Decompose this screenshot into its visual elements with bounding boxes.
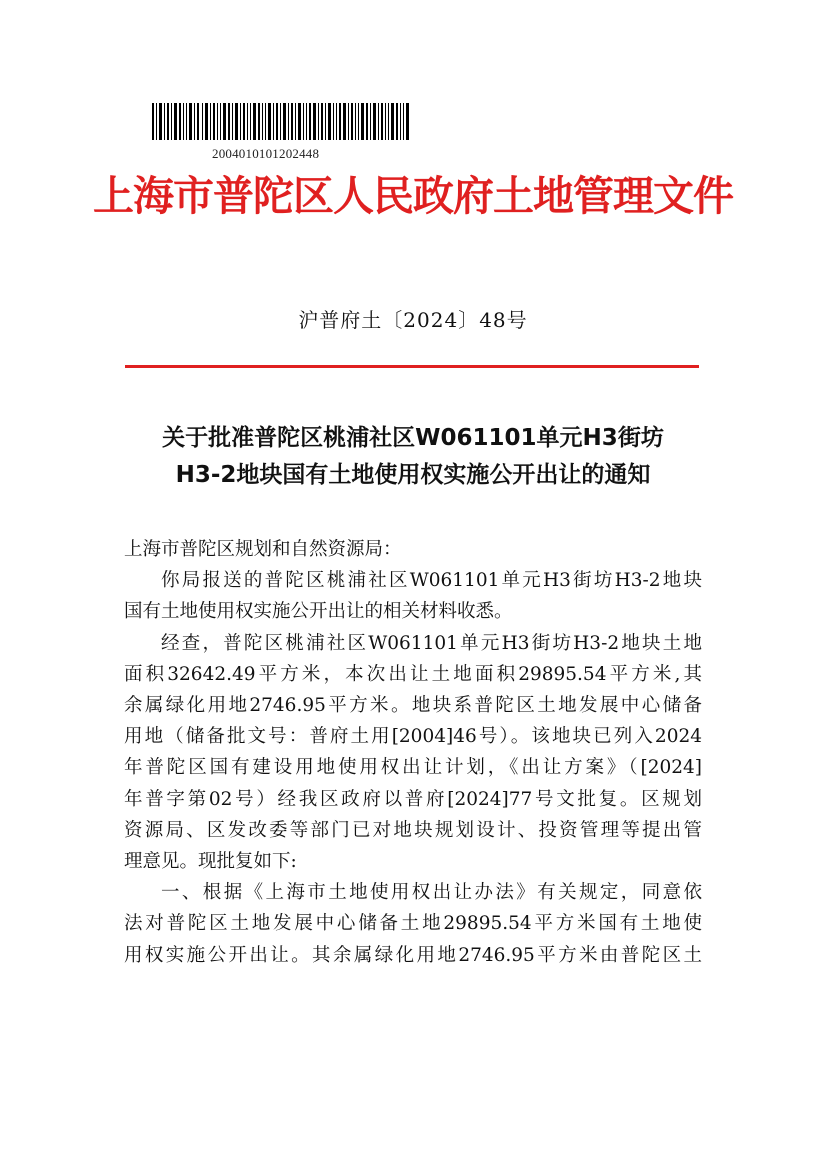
paragraph-line: 你局报送的普陀区桃浦社区W061101单元H3街坊H3-2地块: [161, 570, 702, 592]
paragraph-line: 余属绿化用地2746.95平方米。地块系普陀区土地发展中心储备: [124, 695, 702, 717]
paragraph-line: 经查，普陀区桃浦社区W061101单元H3街坊H3-2地块土地: [161, 632, 702, 654]
paragraph-line: 年普陀区国有建设用地使用权出让计划，《出让方案》（[2024]: [124, 757, 702, 779]
paragraph-1: [124, 565, 702, 627]
document-subject: [100, 420, 726, 494]
paragraph-2: [124, 628, 702, 878]
paragraph-line: 用地（储备批文号：普府土用[2004]46号）。该地块已列入2024: [124, 726, 702, 748]
barcode-number: 2004010101202448: [212, 146, 320, 161]
paragraph-line: 资源局、区发改委等部门已对地块规划设计、投资管理等提出管: [124, 819, 702, 841]
recipient: 上海市普陀区规划和自然资源局：: [124, 539, 402, 560]
paragraph-line: 国有土地使用权实施公开出让的相关材料收悉。: [124, 601, 513, 623]
document-body: [124, 534, 702, 971]
paragraph-line: 年普字第02号）经我区政府以普府[2024]77号文批复。区规划: [124, 788, 702, 810]
paragraph-line: 法对普陀区土地发展中心储备土地29895.54平方米国有土地使: [124, 913, 702, 935]
paragraph-line: 一、根据《上海市土地使用权出让办法》有关规定，同意依: [161, 882, 702, 904]
document-header-title: 上海市普陀区人民政府土地管理文件: [93, 172, 733, 220]
paragraph-3: [124, 877, 702, 971]
paragraph-line: 理意见。现批复如下:: [124, 851, 297, 873]
subject-line-1: 关于批准普陀区桃浦社区W061101单元H3街坊: [162, 425, 664, 451]
red-divider: [125, 365, 699, 368]
subject-line-2: H3-2地块国有土地使用权实施公开出让的通知: [175, 462, 651, 488]
barcode: [152, 103, 410, 140]
paragraph-line: 面积32642.49平方米，本次出让土地面积29895.54平方米,其: [124, 663, 702, 685]
document-number: 沪普府土〔2024〕48号: [298, 308, 528, 332]
paragraph-line: 用权实施公开出让。其余属绿化用地2746.95平方米由普陀区土: [124, 944, 702, 966]
